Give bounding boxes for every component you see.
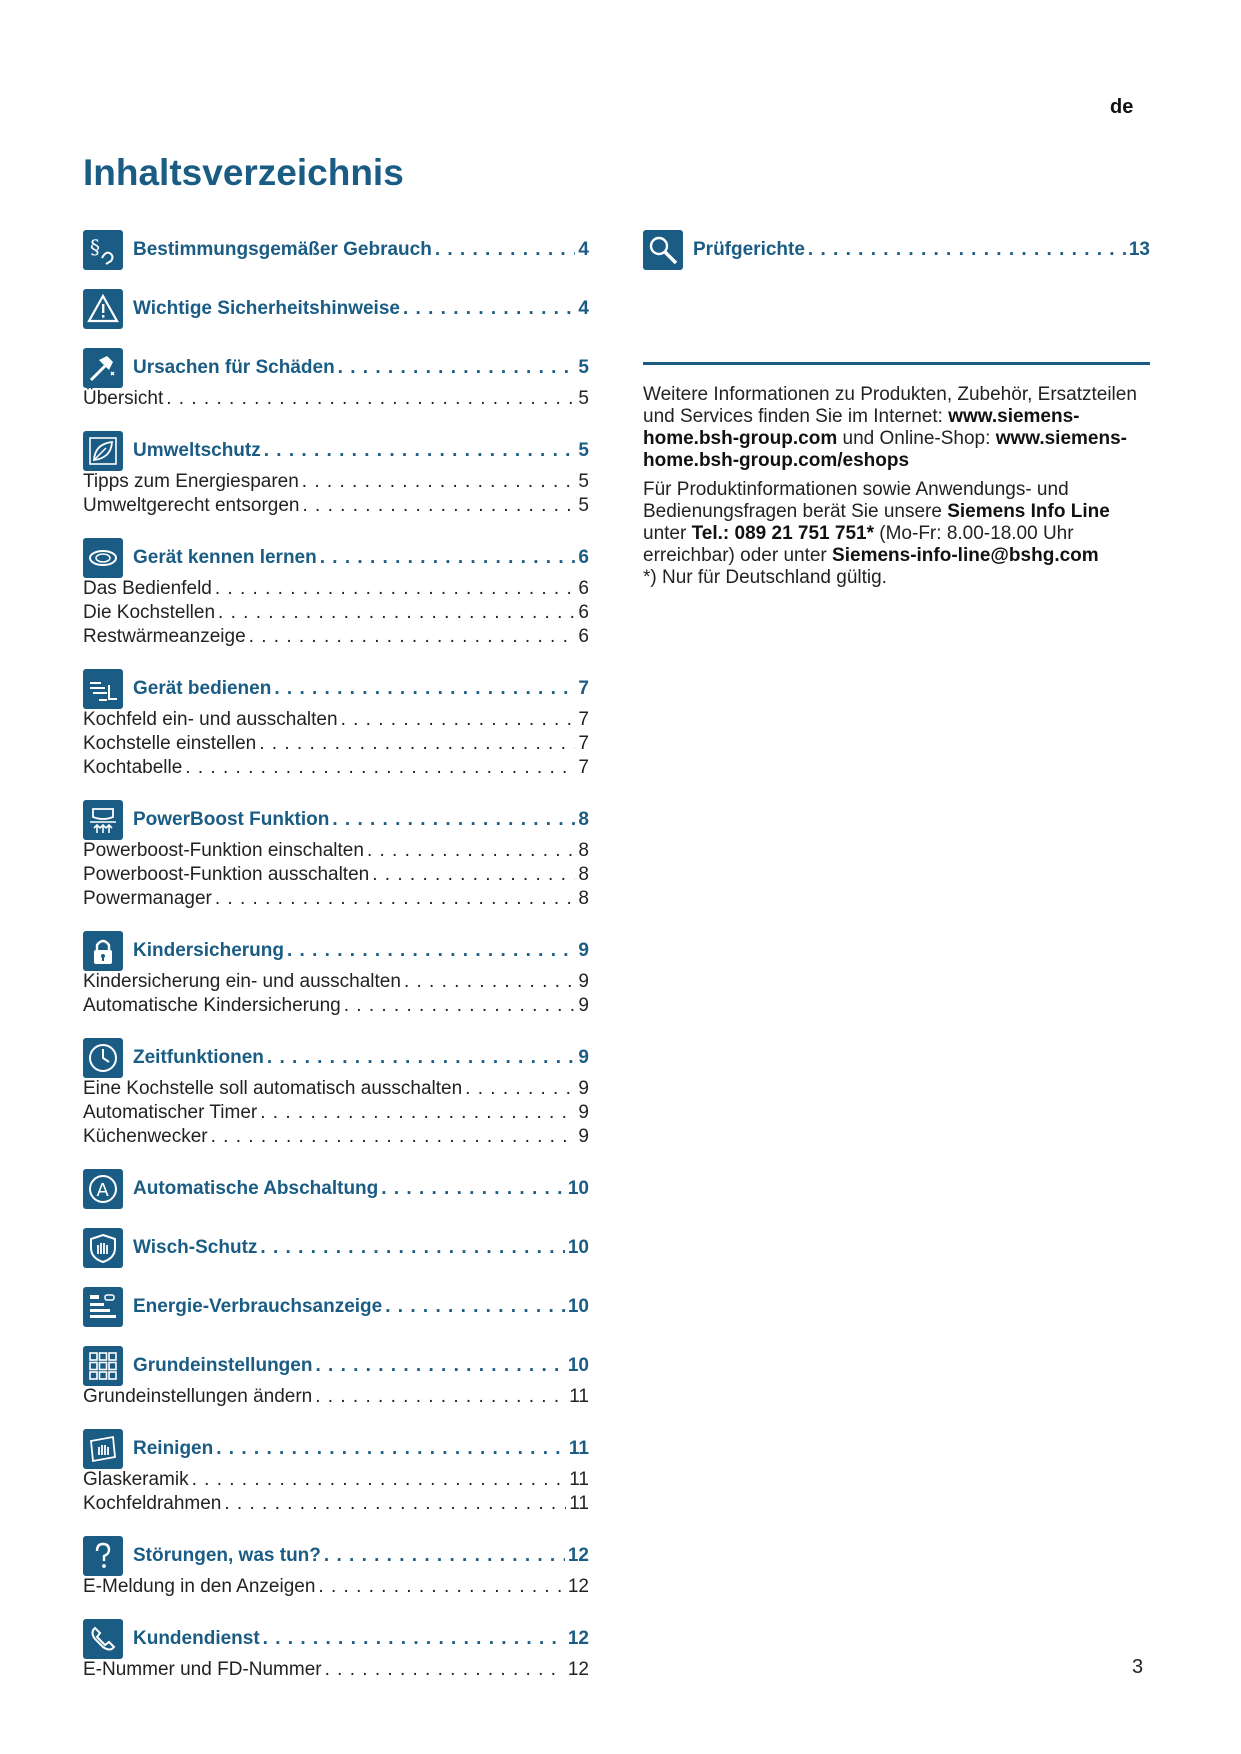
toc-subentry-page: 7 xyxy=(578,757,589,778)
toc-heading-page: 9 xyxy=(578,940,589,961)
toc-section xyxy=(83,230,589,270)
toc-section xyxy=(83,348,589,412)
energy-display-icon xyxy=(83,1287,123,1327)
toc-heading[interactable] xyxy=(83,800,589,840)
toc-subentry-page: 9 xyxy=(578,1078,589,1099)
question-icon xyxy=(83,1536,123,1576)
toc-heading-page: 7 xyxy=(578,678,589,699)
toc-subentry-title: Die Kochstellen xyxy=(83,602,216,623)
info-text: Weitere Informationen zu Produkten, Zubehör, Ersatzteilen und Services finden Sie im Internet: xyxy=(643,384,1137,427)
toc-subentry-page: 5 xyxy=(578,388,589,409)
toc-heading-page: 8 xyxy=(578,809,589,830)
toc-subentry[interactable] xyxy=(83,995,589,1019)
toc-heading-page: 11 xyxy=(568,1438,589,1459)
toc-heading[interactable] xyxy=(643,230,1150,270)
toc-section xyxy=(83,931,589,1019)
toc-heading-page: 5 xyxy=(578,357,589,378)
toc-subentry-title: Restwärmeanzeige xyxy=(83,626,246,647)
website-link[interactable]: www.siemens-home.bsh-group.com xyxy=(643,406,1080,449)
info-text: unter xyxy=(643,523,692,544)
toc-subentry-title: Tipps zum Energiesparen xyxy=(83,471,299,492)
toc-heading-page: 6 xyxy=(578,547,589,568)
toc-subentry-title: Kochtabelle xyxy=(83,757,183,778)
toc-heading-page: 10 xyxy=(567,1178,589,1199)
toc-section xyxy=(83,669,589,781)
toc-subentry-page: 9 xyxy=(578,971,589,992)
svg-text:A: A xyxy=(96,1180,109,1201)
toc-subentry[interactable] xyxy=(83,1659,589,1683)
toc-right-column xyxy=(643,230,1150,289)
toc-subentry[interactable] xyxy=(83,495,589,519)
toc-subentry-page: 8 xyxy=(578,840,589,861)
toc-heading-title: Gerät bedienen xyxy=(133,678,272,699)
toc-heading[interactable] xyxy=(83,1346,589,1386)
magnifier-icon xyxy=(643,230,683,270)
clock-icon xyxy=(83,1038,123,1078)
toc-subentry-page: 9 xyxy=(578,1126,589,1147)
toc-heading-page: 10 xyxy=(567,1296,589,1317)
toc-section xyxy=(83,1346,589,1410)
toc-subentry[interactable] xyxy=(83,1576,589,1600)
toc-heading[interactable] xyxy=(83,1429,589,1469)
toc-subentry-title: Kochfeld ein- und ausschalten xyxy=(83,709,338,730)
toc-heading[interactable] xyxy=(83,431,589,471)
toc-section xyxy=(83,800,589,912)
toc-heading[interactable] xyxy=(83,230,589,270)
toc-subentry-title: Kindersicherung ein- und ausschalten xyxy=(83,971,401,992)
toc-subentry[interactable] xyxy=(83,840,589,864)
toc-subentry-title: Eine Kochstelle soll automatisch ausschalten xyxy=(83,1078,463,1099)
language-label: de xyxy=(1110,96,1134,118)
toc-subentry-page: 11 xyxy=(569,1386,589,1407)
toc-subentry-title: Kochfeldrahmen xyxy=(83,1493,222,1514)
info-text: und Online-Shop: xyxy=(837,428,996,449)
toc-subentry-title: Automatische Kindersicherung xyxy=(83,995,341,1016)
hotline-phone: Tel.: 089 21 751 751* xyxy=(691,523,874,544)
toc-heading-title: Kindersicherung xyxy=(133,940,284,961)
toc-heading-page: 9 xyxy=(578,1047,589,1068)
toc-heading-title: Ursachen für Schäden xyxy=(133,357,335,378)
toc-subentry-page: 6 xyxy=(578,626,589,647)
toc-heading[interactable] xyxy=(83,289,589,329)
cleaning-icon xyxy=(83,1429,123,1469)
toc-heading[interactable] xyxy=(83,1228,589,1268)
toc-heading[interactable] xyxy=(83,1169,589,1209)
toc-subentry-title: E-Meldung in den Anzeigen xyxy=(83,1576,316,1597)
toc-section xyxy=(83,1536,589,1600)
lock-icon xyxy=(83,931,123,971)
toc-heading-title: Wichtige Sicherheitshinweise xyxy=(133,298,400,319)
wipe-shield-icon xyxy=(83,1228,123,1268)
toc-section xyxy=(83,538,589,650)
page-title: Inhaltsverzeichnis xyxy=(83,152,404,193)
toc-section xyxy=(83,289,589,329)
toc-heading-page: 5 xyxy=(578,440,589,461)
warning-triangle-icon xyxy=(83,289,123,329)
toc-subentry-title: Küchenwecker xyxy=(83,1126,208,1147)
toc-heading-page: 13 xyxy=(1128,239,1150,260)
info-box xyxy=(643,384,1150,596)
hammer-damage-icon xyxy=(83,348,123,388)
toc-subentry-title: Powerboost-Funktion einschalten xyxy=(83,840,364,861)
toc-subentry[interactable] xyxy=(83,1102,589,1126)
toc-section xyxy=(83,1429,589,1517)
toc-heading-title: Automatische Abschaltung xyxy=(133,1178,379,1199)
toc-subentry-title: Kochstelle einstellen xyxy=(83,733,257,754)
toc-subentry-page: 5 xyxy=(578,495,589,516)
toc-heading-page: 12 xyxy=(567,1628,589,1649)
toc-subentry-title: Das Bedienfeld xyxy=(83,578,212,599)
toc-subentry-title: Übersicht xyxy=(83,388,164,409)
svg-text:§: § xyxy=(90,235,100,259)
eye-icon xyxy=(83,538,123,578)
info-paragraph-web xyxy=(643,384,1150,472)
toc-heading-title: Energie-Verbrauchsanzeige xyxy=(133,1296,383,1317)
toc-heading[interactable] xyxy=(83,348,589,388)
toc-section xyxy=(643,230,1150,270)
toc-subentry-page: 7 xyxy=(578,733,589,754)
toc-subentry-title: Powerboost-Funktion ausschalten xyxy=(83,864,370,885)
page-number: 3 xyxy=(1132,1656,1144,1678)
auto-off-icon xyxy=(83,1169,123,1209)
toc-subentry-page: 12 xyxy=(567,1576,589,1597)
toc-section xyxy=(83,431,589,519)
toc-heading[interactable] xyxy=(83,1038,589,1078)
toc-heading-page: 4 xyxy=(578,239,589,260)
toc-subentry-page: 11 xyxy=(569,1469,589,1490)
toc-subentry-title: E-Nummer und FD-Nummer xyxy=(83,1659,322,1680)
paragraph-hand-icon xyxy=(83,230,123,270)
toc-heading-title: Prüfgerichte xyxy=(693,239,805,260)
toc-subentry[interactable] xyxy=(83,709,589,733)
toc-heading[interactable] xyxy=(83,1619,589,1659)
toc-subentry[interactable] xyxy=(83,757,589,781)
toc-subentry-title: Grundeinstellungen ändern xyxy=(83,1386,313,1407)
info-paragraph-hotline xyxy=(643,479,1150,589)
toc-section xyxy=(83,1228,589,1268)
eshop-link[interactable]: www.siemens-home.bsh-group.com/eshops xyxy=(643,428,1127,471)
phone-icon xyxy=(83,1619,123,1659)
toc-subentry[interactable] xyxy=(83,388,589,412)
toc-subentry[interactable] xyxy=(83,888,589,912)
toc-heading[interactable] xyxy=(83,669,589,709)
leaf-icon xyxy=(83,431,123,471)
toc-subentry-page: 6 xyxy=(578,578,589,599)
toc-subentry-page: 9 xyxy=(578,995,589,1016)
toc-heading-title: Störungen, was tun? xyxy=(133,1545,321,1566)
grid-settings-icon xyxy=(83,1346,123,1386)
toc-subentry[interactable] xyxy=(83,602,589,626)
toc-heading-page: 4 xyxy=(578,298,589,319)
toc-heading-title: Kundendienst xyxy=(133,1628,260,1649)
toc-heading-page: 10 xyxy=(567,1355,589,1376)
hotline-email-link[interactable]: Siemens-info-line@bshg.com xyxy=(832,545,1099,566)
toc-heading-title: Wisch-Schutz xyxy=(133,1237,258,1258)
toc-heading-title: Zeitfunktionen xyxy=(133,1047,264,1068)
toc-subentry[interactable] xyxy=(83,626,589,650)
info-text: (Mo-Fr: 8.00-18.00 Uhr erreichbar) oder unter xyxy=(643,523,1074,566)
toc-subentry-title: Automatischer Timer xyxy=(83,1102,258,1123)
toc-subentry[interactable] xyxy=(83,1078,589,1102)
toc-section xyxy=(83,1287,589,1327)
toc-heading[interactable] xyxy=(83,1287,589,1327)
toc-heading-page: 12 xyxy=(567,1545,589,1566)
toc-section xyxy=(83,1169,589,1209)
toc-subentry-page: 6 xyxy=(578,602,589,623)
toc-subentry-page: 8 xyxy=(578,864,589,885)
toc-heading-title: Reinigen xyxy=(133,1438,214,1459)
toc-heading[interactable] xyxy=(83,931,589,971)
toc-subentry-page: 5 xyxy=(578,471,589,492)
toc-subentry-title: Glaskeramik xyxy=(83,1469,189,1490)
toc-subentry-title: Powermanager xyxy=(83,888,212,909)
pot-boost-icon xyxy=(83,800,123,840)
toc-heading-title: PowerBoost Funktion xyxy=(133,809,330,830)
toc-heading[interactable] xyxy=(83,1536,589,1576)
toc-left-column xyxy=(83,230,589,1702)
hand-operate-icon xyxy=(83,669,123,709)
toc-subentry[interactable] xyxy=(83,1126,589,1150)
toc-heading-title: Gerät kennen lernen xyxy=(133,547,317,568)
toc-subentry-page: 9 xyxy=(578,1102,589,1123)
toc-subentry[interactable] xyxy=(83,864,589,888)
toc-subentry[interactable] xyxy=(83,471,589,495)
toc-section xyxy=(83,1038,589,1150)
toc-subentry[interactable] xyxy=(83,1386,589,1410)
toc-subentry-title: Umweltgerecht entsorgen xyxy=(83,495,300,516)
toc-subentry[interactable] xyxy=(83,971,589,995)
info-line-brand: Siemens Info Line xyxy=(947,501,1110,522)
toc-heading-title: Bestimmungsgemäßer Gebrauch xyxy=(133,239,432,260)
toc-heading[interactable] xyxy=(83,538,589,578)
toc-subentry-page: 7 xyxy=(578,709,589,730)
info-text: Für Produktinformationen sowie Anwendungs- und Bedienungsfragen berät Sie unsere xyxy=(643,479,1069,522)
toc-subentry-page: 11 xyxy=(569,1493,589,1514)
toc-subentry[interactable] xyxy=(83,578,589,602)
toc-subentry-page: 8 xyxy=(578,888,589,909)
toc-heading-title: Umweltschutz xyxy=(133,440,261,461)
toc-subentry[interactable] xyxy=(83,1469,589,1493)
toc-heading-page: 10 xyxy=(567,1237,589,1258)
toc-subentry[interactable] xyxy=(83,733,589,757)
toc-section xyxy=(83,1619,589,1683)
toc-heading-title: Grundeinstellungen xyxy=(133,1355,313,1376)
info-footnote: *) Nur für Deutschland gültig. xyxy=(643,567,887,588)
info-divider xyxy=(643,362,1150,365)
toc-subentry[interactable] xyxy=(83,1493,589,1517)
toc-subentry-page: 12 xyxy=(567,1659,589,1680)
